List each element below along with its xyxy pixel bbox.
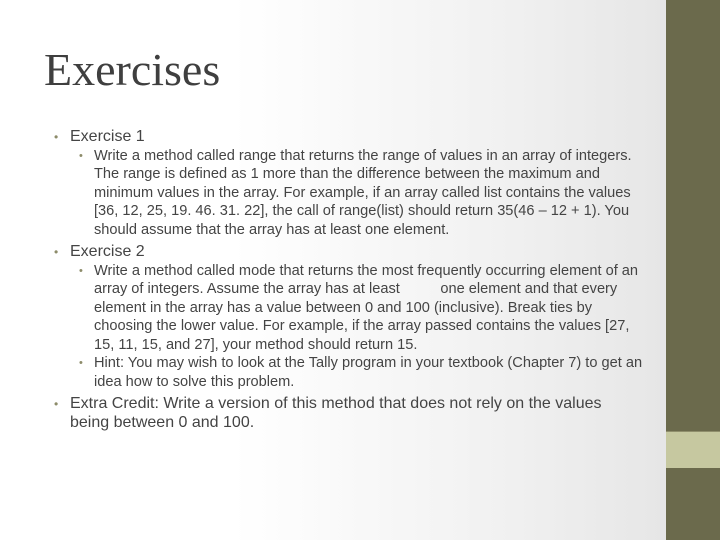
decorative-side-bar-accent	[666, 432, 720, 468]
bullet-icon: •	[54, 397, 59, 411]
bullet-icon: •	[79, 149, 83, 162]
sub-bullet-text: Write a method called mode that returns the most frequently occurring element of an array of integers. Assume the array has at least one element and that every element in the array has a value between 0 and 100 (inclusive). Break ties by choosing the lower value. For example, if the array passed contains the values [27, 15, 11, 15, and 27], your method should return 15.	[94, 262, 643, 353]
sub-bullet-mode	[79, 262, 644, 355]
bullet-icon: •	[79, 264, 83, 277]
bullet-icon: •	[54, 130, 59, 144]
bullet-text: Exercise 1	[70, 128, 145, 145]
bullet-text: Extra Credit: Write a version of this method that does not rely on the values being between 0 and 100.	[70, 395, 602, 431]
slide-content	[54, 128, 644, 432]
bullet-text: Exercise 2	[70, 243, 145, 260]
bullet-icon: •	[79, 357, 83, 369]
sub-bullet-hint	[79, 354, 644, 391]
slide-title: Exercises	[44, 44, 221, 95]
sub-bullet-text: Write a method called range that returns the range of values in an array of integers. The range is defined as 1 more than the difference between the maximum and minimum values in the array. For example, if an array called list contains the values [36, 12, 25, 19. 46. 31. 22], the call of range(list) should return 35(46 – 12 + 1). You should assume that the array has at least one element.	[94, 147, 636, 238]
bullet-exercise-2	[54, 243, 644, 262]
bullet-extra-credit	[54, 395, 644, 432]
bullet-exercise-1	[54, 128, 644, 147]
bullet-icon: •	[54, 245, 59, 259]
sub-bullet-text: Hint: You may wish to look at the Tally program in your textbook (Chapter 7) to get an idea how to solve this problem.	[94, 355, 643, 390]
sub-bullet-range	[79, 147, 644, 240]
